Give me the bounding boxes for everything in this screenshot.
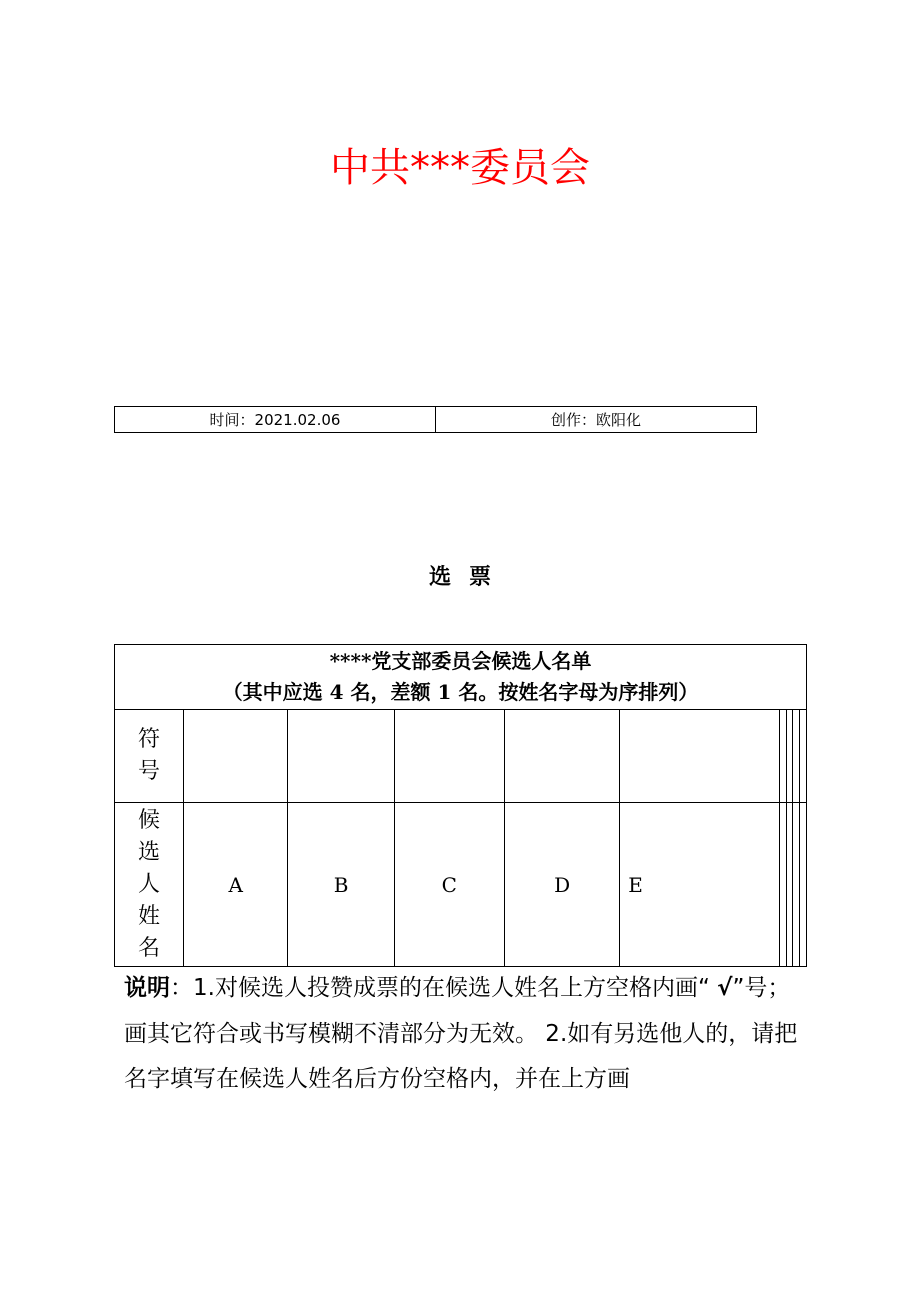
list-title: ****党支部委员会候选人名单 (329, 649, 592, 674)
instructions-text-2: ”号；画其它符合或书写模糊不清部分为无效。 2.如有另选他人的，请把名字填写在候选人姓名后方份空格内，并在上方画 (124, 975, 798, 1092)
vote-box-9[interactable] (800, 710, 807, 803)
vote-box-3[interactable] (394, 710, 504, 803)
vote-box-7[interactable] (786, 710, 793, 803)
vote-box-8[interactable] (793, 710, 800, 803)
candidate-name-9[interactable] (800, 803, 807, 967)
ballot-title: 选票 (428, 564, 509, 590)
committee-title: 中共***委员会 (330, 145, 590, 191)
ballot-list-header (115, 645, 807, 710)
instructions-label: 说明 (124, 975, 170, 1001)
author-cell: 创作：欧阳化 (436, 407, 757, 433)
ballot-table (114, 644, 807, 967)
candidate-name-7[interactable] (786, 803, 793, 967)
candidate-name-6[interactable] (779, 803, 786, 967)
candidate-name-4: D (504, 803, 619, 967)
list-subtitle: （其中应选 4 名，差额 1 名。按姓名字母为序排列） (222, 680, 699, 705)
candidate-name-label: 候选人姓名 (115, 803, 184, 967)
vote-box-5[interactable] (620, 710, 780, 803)
time-cell: 时间：2021.02.06 (115, 407, 436, 433)
vote-box-4[interactable] (504, 710, 619, 803)
candidate-name-8[interactable] (793, 803, 800, 967)
candidate-name-2: B (288, 803, 394, 967)
instructions (124, 966, 804, 1103)
candidate-name-3: C (394, 803, 504, 967)
check-mark: √ (717, 975, 733, 1001)
candidate-name-5: E (620, 803, 780, 967)
symbol-label: 符号 (115, 710, 184, 803)
candidate-name-1: A (184, 803, 288, 967)
vote-box-1[interactable] (184, 710, 288, 803)
vote-box-6[interactable] (779, 710, 786, 803)
vote-box-2[interactable] (288, 710, 394, 803)
instructions-text-1: ：1.对候选人投赞成票的在候选人姓名上方空格内画“ (170, 975, 718, 1001)
meta-table (114, 406, 757, 433)
